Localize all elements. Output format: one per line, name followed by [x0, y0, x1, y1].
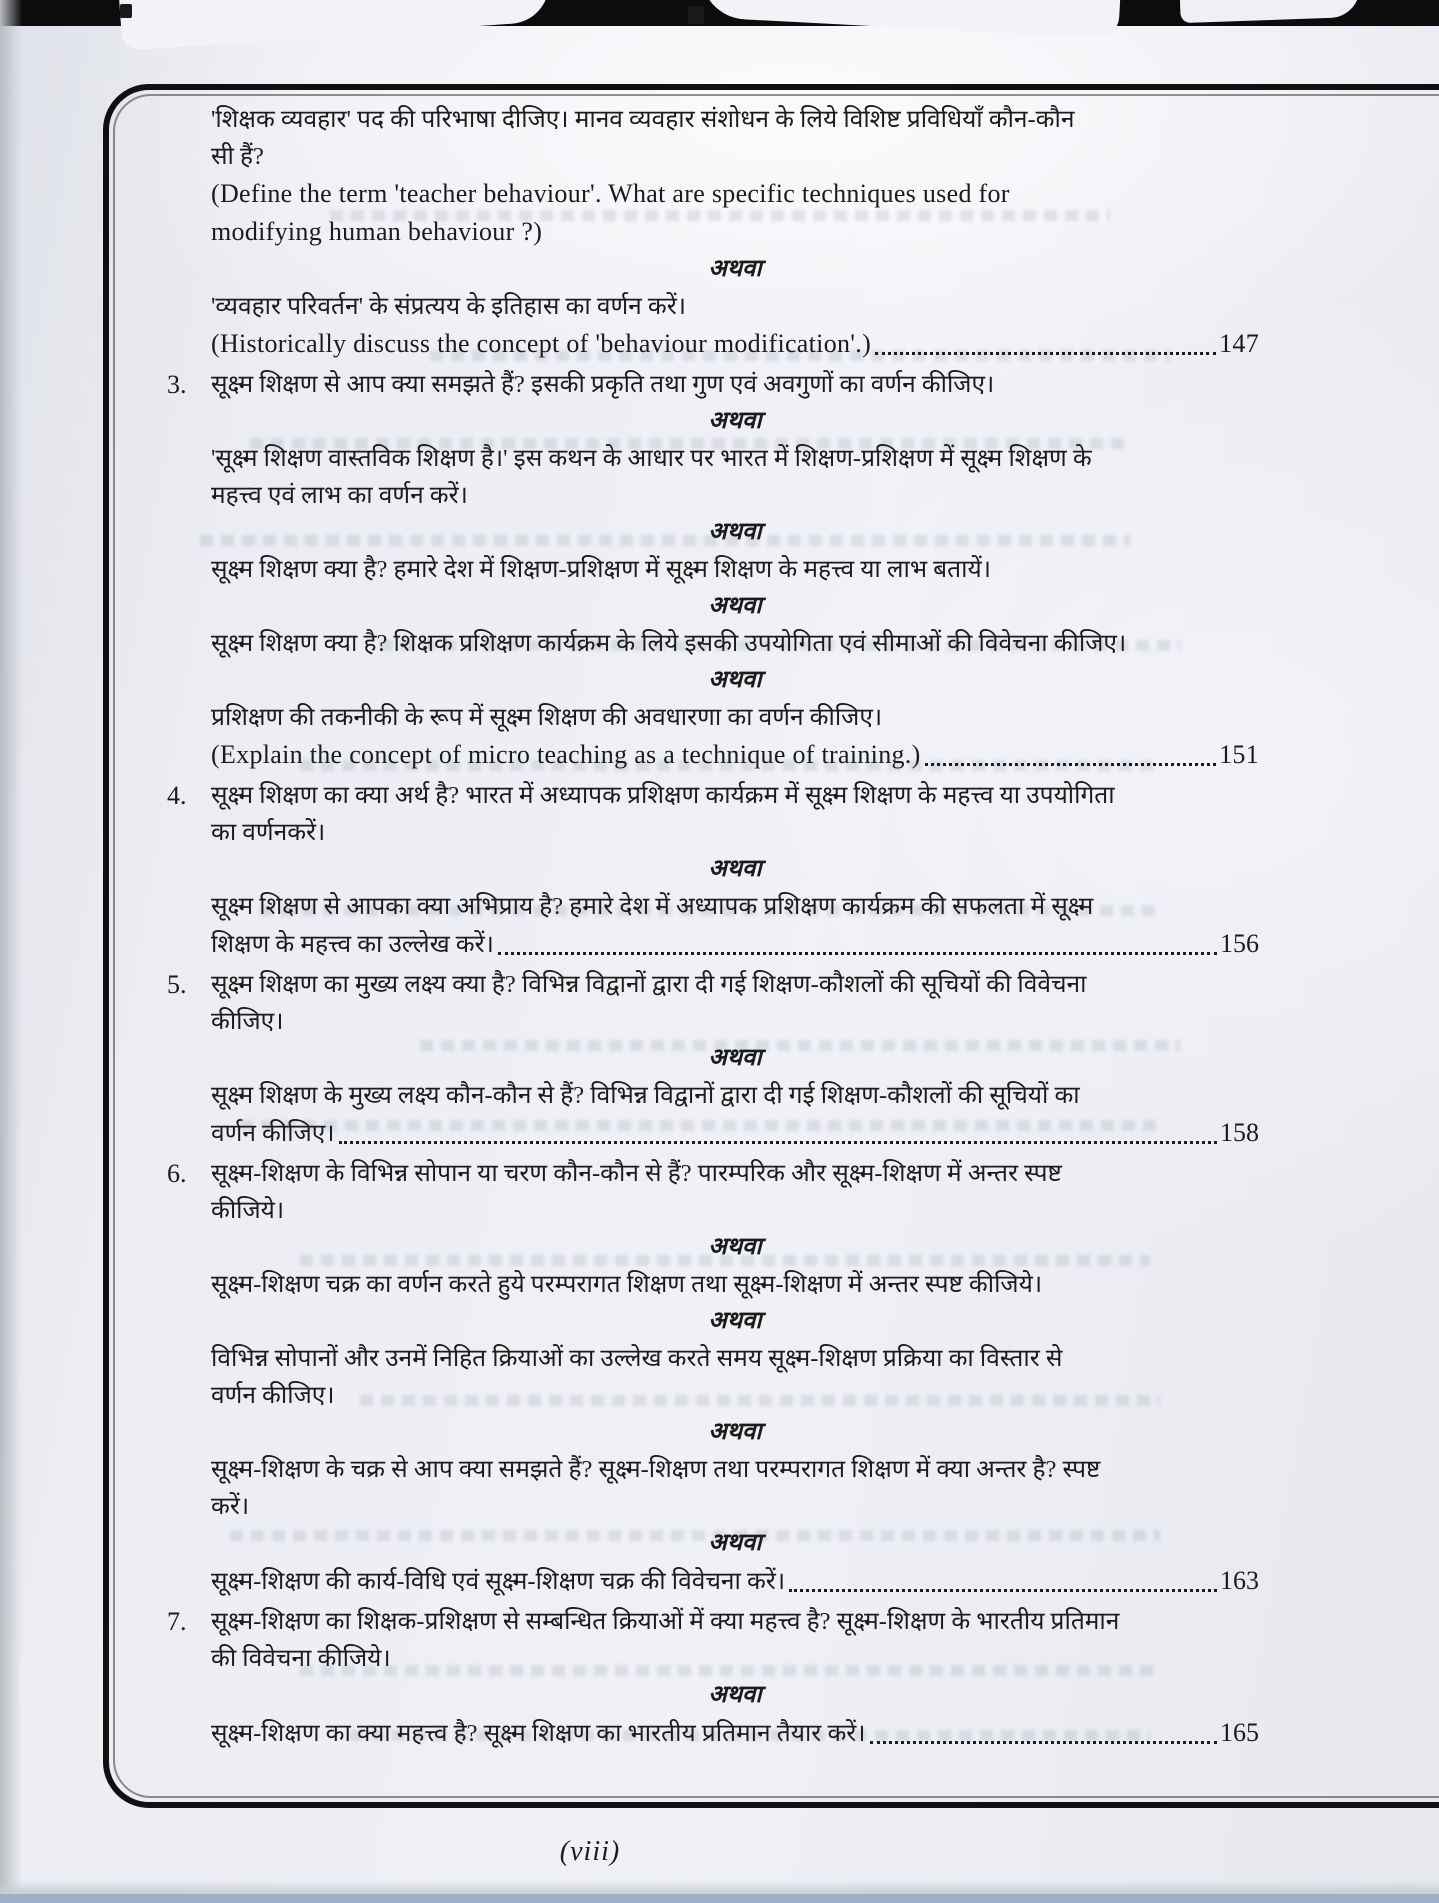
- or-separator: अथवा: [708, 1045, 762, 1071]
- text-line: [211, 1340, 1259, 1377]
- or-separator: अथवा: [708, 1419, 762, 1445]
- paper-curl-artifact: [118, 0, 551, 51]
- dotted-leader: [925, 763, 1217, 766]
- text: शिक्षण के महत्त्व का उल्लेख करें।: [211, 931, 494, 958]
- text-line: [211, 814, 1259, 851]
- text-line: [211, 777, 1259, 814]
- text-line: [211, 1377, 1259, 1414]
- text: सूक्ष्म-शिक्षण चक्र का वर्णन करते हुये परम्परागत शिक्षण तथा सूक्ष्म-शिक्षण में अन्तर स्पष्ट कीजिये।: [211, 1271, 1043, 1298]
- text-line: [211, 1562, 1259, 1600]
- text: सूक्ष्म शिक्षण का मुख्य लक्ष्य क्या है? विभिन्न विद्वानों द्वारा दी गई शिक्षण-कौशलों की सूचियों की विवेचना: [211, 971, 1087, 998]
- text: सूक्ष्म-शिक्षण की कार्य-विधि एवं सूक्ष्म-शिक्षण चक्र की विवेचना करें।: [211, 1568, 786, 1595]
- question-text-hindi: [211, 1266, 1259, 1303]
- question-number: [167, 101, 211, 363]
- or-separator: अथवा: [708, 408, 762, 434]
- question-text-hindi: [211, 1562, 1259, 1600]
- question-number: 4.: [167, 781, 187, 810]
- text-line: [211, 1714, 1259, 1752]
- question-text-english: [211, 175, 1259, 251]
- question-text-hindi: [211, 777, 1259, 851]
- question-entry: [167, 966, 1259, 1152]
- scan-bottom-shadow: [0, 1880, 1439, 1894]
- text: का वर्णनकरें।: [211, 819, 326, 846]
- question-entry: [167, 101, 1259, 363]
- question-text-hindi: [211, 366, 1259, 403]
- question-text-hindi: [211, 288, 1259, 325]
- text: (Define the term 'teacher behaviour'. What are specific techniques used for: [211, 179, 1010, 208]
- or-separator: अथवा: [708, 856, 762, 882]
- page-number: 147: [1219, 329, 1259, 358]
- question-text-english: [211, 325, 1259, 363]
- text: सूक्ष्म-शिक्षण का क्या महत्त्व है? सूक्ष्म शिक्षण का भारतीय प्रतिमान तैयार करें।: [211, 1720, 866, 1747]
- text: सूक्ष्म शिक्षण क्या है? हमारे देश में शिक्षण-प्रशिक्षण में सूक्ष्म शिक्षण के महत्त्व या लाभ बतायें।: [211, 556, 991, 583]
- question-entry: [167, 366, 1259, 774]
- question-number: 3.: [167, 370, 187, 399]
- page-number: 156: [1220, 929, 1259, 958]
- question-entry: [167, 1155, 1259, 1600]
- text: (Historically discuss the concept of 'behaviour modification'.): [211, 329, 872, 358]
- question-text-hindi: [211, 440, 1259, 514]
- text: वर्णन कीजिए।: [211, 1120, 335, 1147]
- text: वर्णन कीजिए।: [211, 1382, 335, 1409]
- text-line: [211, 366, 1259, 403]
- dotted-leader: [870, 1741, 1217, 1744]
- text-line: [211, 1077, 1259, 1114]
- text-line: [211, 213, 1259, 251]
- question-text-hindi: [211, 966, 1259, 1040]
- text: विभिन्न सोपानों और उनमें निहित क्रियाओं का उल्लेख करते समय सूक्ष्म-शिक्षण प्रक्रिया का विस्तार से: [211, 1345, 1063, 1372]
- text: सूक्ष्म शिक्षण के मुख्य लक्ष्य कौन-कौन से हैं? विभिन्न विद्वानों द्वारा दी गई शिक्षण-कौशलों की सूचियों का: [211, 1082, 1080, 1109]
- text: करें।: [211, 1493, 250, 1520]
- or-separator: अथवा: [708, 1530, 762, 1556]
- text: कीजिए।: [211, 1008, 284, 1035]
- question-entry: [167, 1603, 1259, 1752]
- page-number: 163: [1220, 1566, 1259, 1595]
- text: सूक्ष्म-शिक्षण के चक्र से आप क्या समझते हैं? सूक्ष्म-शिक्षण तथा परम्परागत शिक्षण में क्या अन्तर है? स्पष्ट: [211, 1456, 1101, 1483]
- questions-list: [167, 101, 1259, 1755]
- or-separator: अथवा: [708, 593, 762, 619]
- question-text-hindi: [211, 1451, 1259, 1525]
- question-text-hindi: [211, 1340, 1259, 1414]
- or-separator: अथवा: [708, 256, 762, 282]
- text: सूक्ष्म-शिक्षण का शिक्षक-प्रशिक्षण से सम्बन्धित क्रियाओं में क्या महत्त्व है? सूक्ष्म-शिक्षण के भारतीय प्रतिमान: [211, 1608, 1120, 1635]
- text: सी हैं?: [211, 143, 264, 170]
- text-line: [211, 440, 1259, 477]
- text-line: [211, 925, 1259, 963]
- page-number: 165: [1220, 1718, 1259, 1747]
- or-separator: अथवा: [708, 519, 762, 545]
- page-number: 158: [1220, 1118, 1259, 1147]
- text: 'व्यवहार परिवर्तन' के संप्रत्यय के इतिहास का वर्णन करें।: [211, 293, 687, 320]
- scan-left-shadow: [0, 0, 22, 1903]
- text: सूक्ष्म शिक्षण का क्या अर्थ है? भारत में अध्यापक प्रशिक्षण कार्यक्रम में सूक्ष्म शिक्षण के महत्त्व या उपयोगिता: [211, 782, 1115, 809]
- text-line: [211, 288, 1259, 325]
- question-number: 6.: [167, 1159, 187, 1188]
- text-line: [211, 1114, 1259, 1152]
- question-text-hindi: [211, 1077, 1259, 1152]
- text: 'शिक्षक व्यवहार' पद की परिभाषा दीजिए। मानव व्यवहार संशोधन के लिये विशिष्ट प्रविधियाँ कौन-कौन: [211, 106, 1075, 133]
- or-separator: अथवा: [708, 1234, 762, 1260]
- scan-bed-strip: [0, 1894, 1439, 1903]
- or-separator: अथवा: [708, 667, 762, 693]
- question-text-hindi: [211, 1155, 1259, 1229]
- text-line: [211, 888, 1259, 925]
- page-folio: (viii): [559, 1836, 621, 1867]
- question-entry: [167, 777, 1259, 963]
- text-line: [211, 175, 1259, 213]
- text-line: [211, 1640, 1259, 1677]
- text: महत्त्व एवं लाभ का वर्णन करें।: [211, 482, 468, 509]
- question-text-hindi: [211, 888, 1259, 963]
- text-line: [211, 325, 1259, 363]
- question-text-english: [211, 736, 1259, 774]
- text-line: [211, 966, 1259, 1003]
- text: सूक्ष्म-शिक्षण के विभिन्न सोपान या चरण कौन-कौन से हैं? पारम्परिक और सूक्ष्म-शिक्षण में अन्तर स्पष्ट: [211, 1160, 1062, 1187]
- text-line: [211, 736, 1259, 774]
- dotted-leader: [498, 952, 1217, 955]
- question-text-hindi: [211, 551, 1259, 588]
- text-line: [211, 1488, 1259, 1525]
- or-separator: अथवा: [708, 1308, 762, 1334]
- ink-speck-artifact: [120, 4, 132, 18]
- dotted-leader: [875, 352, 1216, 355]
- text: सूक्ष्म शिक्षण से आपका क्या अभिप्राय है? हमारे देश में अध्यापक प्रशिक्षण कार्यक्रम की सफलता में सूक्ष्म: [211, 893, 1094, 920]
- text: की विवेचना कीजिये।: [211, 1645, 391, 1672]
- text: सूक्ष्म शिक्षण से आप क्या समझते हैं? इसकी प्रकृति तथा गुण एवं अवगुणों का वर्णन कीजिए।: [211, 371, 995, 398]
- page-number: 151: [1219, 740, 1259, 769]
- ink-speck-artifact: [688, 6, 704, 24]
- question-number: 5.: [167, 970, 187, 999]
- text-line: [211, 1266, 1259, 1303]
- text-line: [211, 138, 1259, 175]
- text-line: [211, 1451, 1259, 1488]
- paper-curl-artifact: [699, 0, 1122, 39]
- text-line: [211, 1155, 1259, 1192]
- or-separator: अथवा: [708, 1682, 762, 1708]
- text-line: [211, 1003, 1259, 1040]
- text-line: [211, 699, 1259, 736]
- dotted-leader: [789, 1589, 1217, 1592]
- question-number: 7.: [167, 1607, 187, 1636]
- text: सूक्ष्म शिक्षण क्या है? शिक्षक प्रशिक्षण कार्यक्रम के लिये इसकी उपयोगिता एवं सीमाओं की विवेचना कीजिए।: [211, 630, 1127, 657]
- text-line: [211, 1192, 1259, 1229]
- text: 'सूक्ष्म शिक्षण वास्तविक शिक्षण है।' इस कथन के आधार पर भारत में शिक्षण-प्रशिक्षण में सूक्ष्म शिक्षण के: [211, 445, 1092, 472]
- question-text-hindi: [211, 625, 1259, 662]
- question-text-hindi: [211, 1714, 1259, 1752]
- question-text-hindi: [211, 1603, 1259, 1677]
- text: modifying human behaviour ?): [211, 217, 543, 246]
- dotted-leader: [339, 1141, 1217, 1144]
- text-line: [211, 477, 1259, 514]
- text-line: [211, 1603, 1259, 1640]
- text: (Explain the concept of micro teaching as a technique of training.): [211, 740, 921, 769]
- question-text-hindi: [211, 699, 1259, 736]
- question-text-hindi: [211, 101, 1259, 175]
- text-line: [211, 625, 1259, 662]
- text: प्रशिक्षण की तकनीकी के रूप में सूक्ष्म शिक्षण की अवधारणा का वर्णन कीजिए।: [211, 704, 883, 731]
- text: कीजिये।: [211, 1197, 285, 1224]
- text-line: [211, 101, 1259, 138]
- text-line: [211, 551, 1259, 588]
